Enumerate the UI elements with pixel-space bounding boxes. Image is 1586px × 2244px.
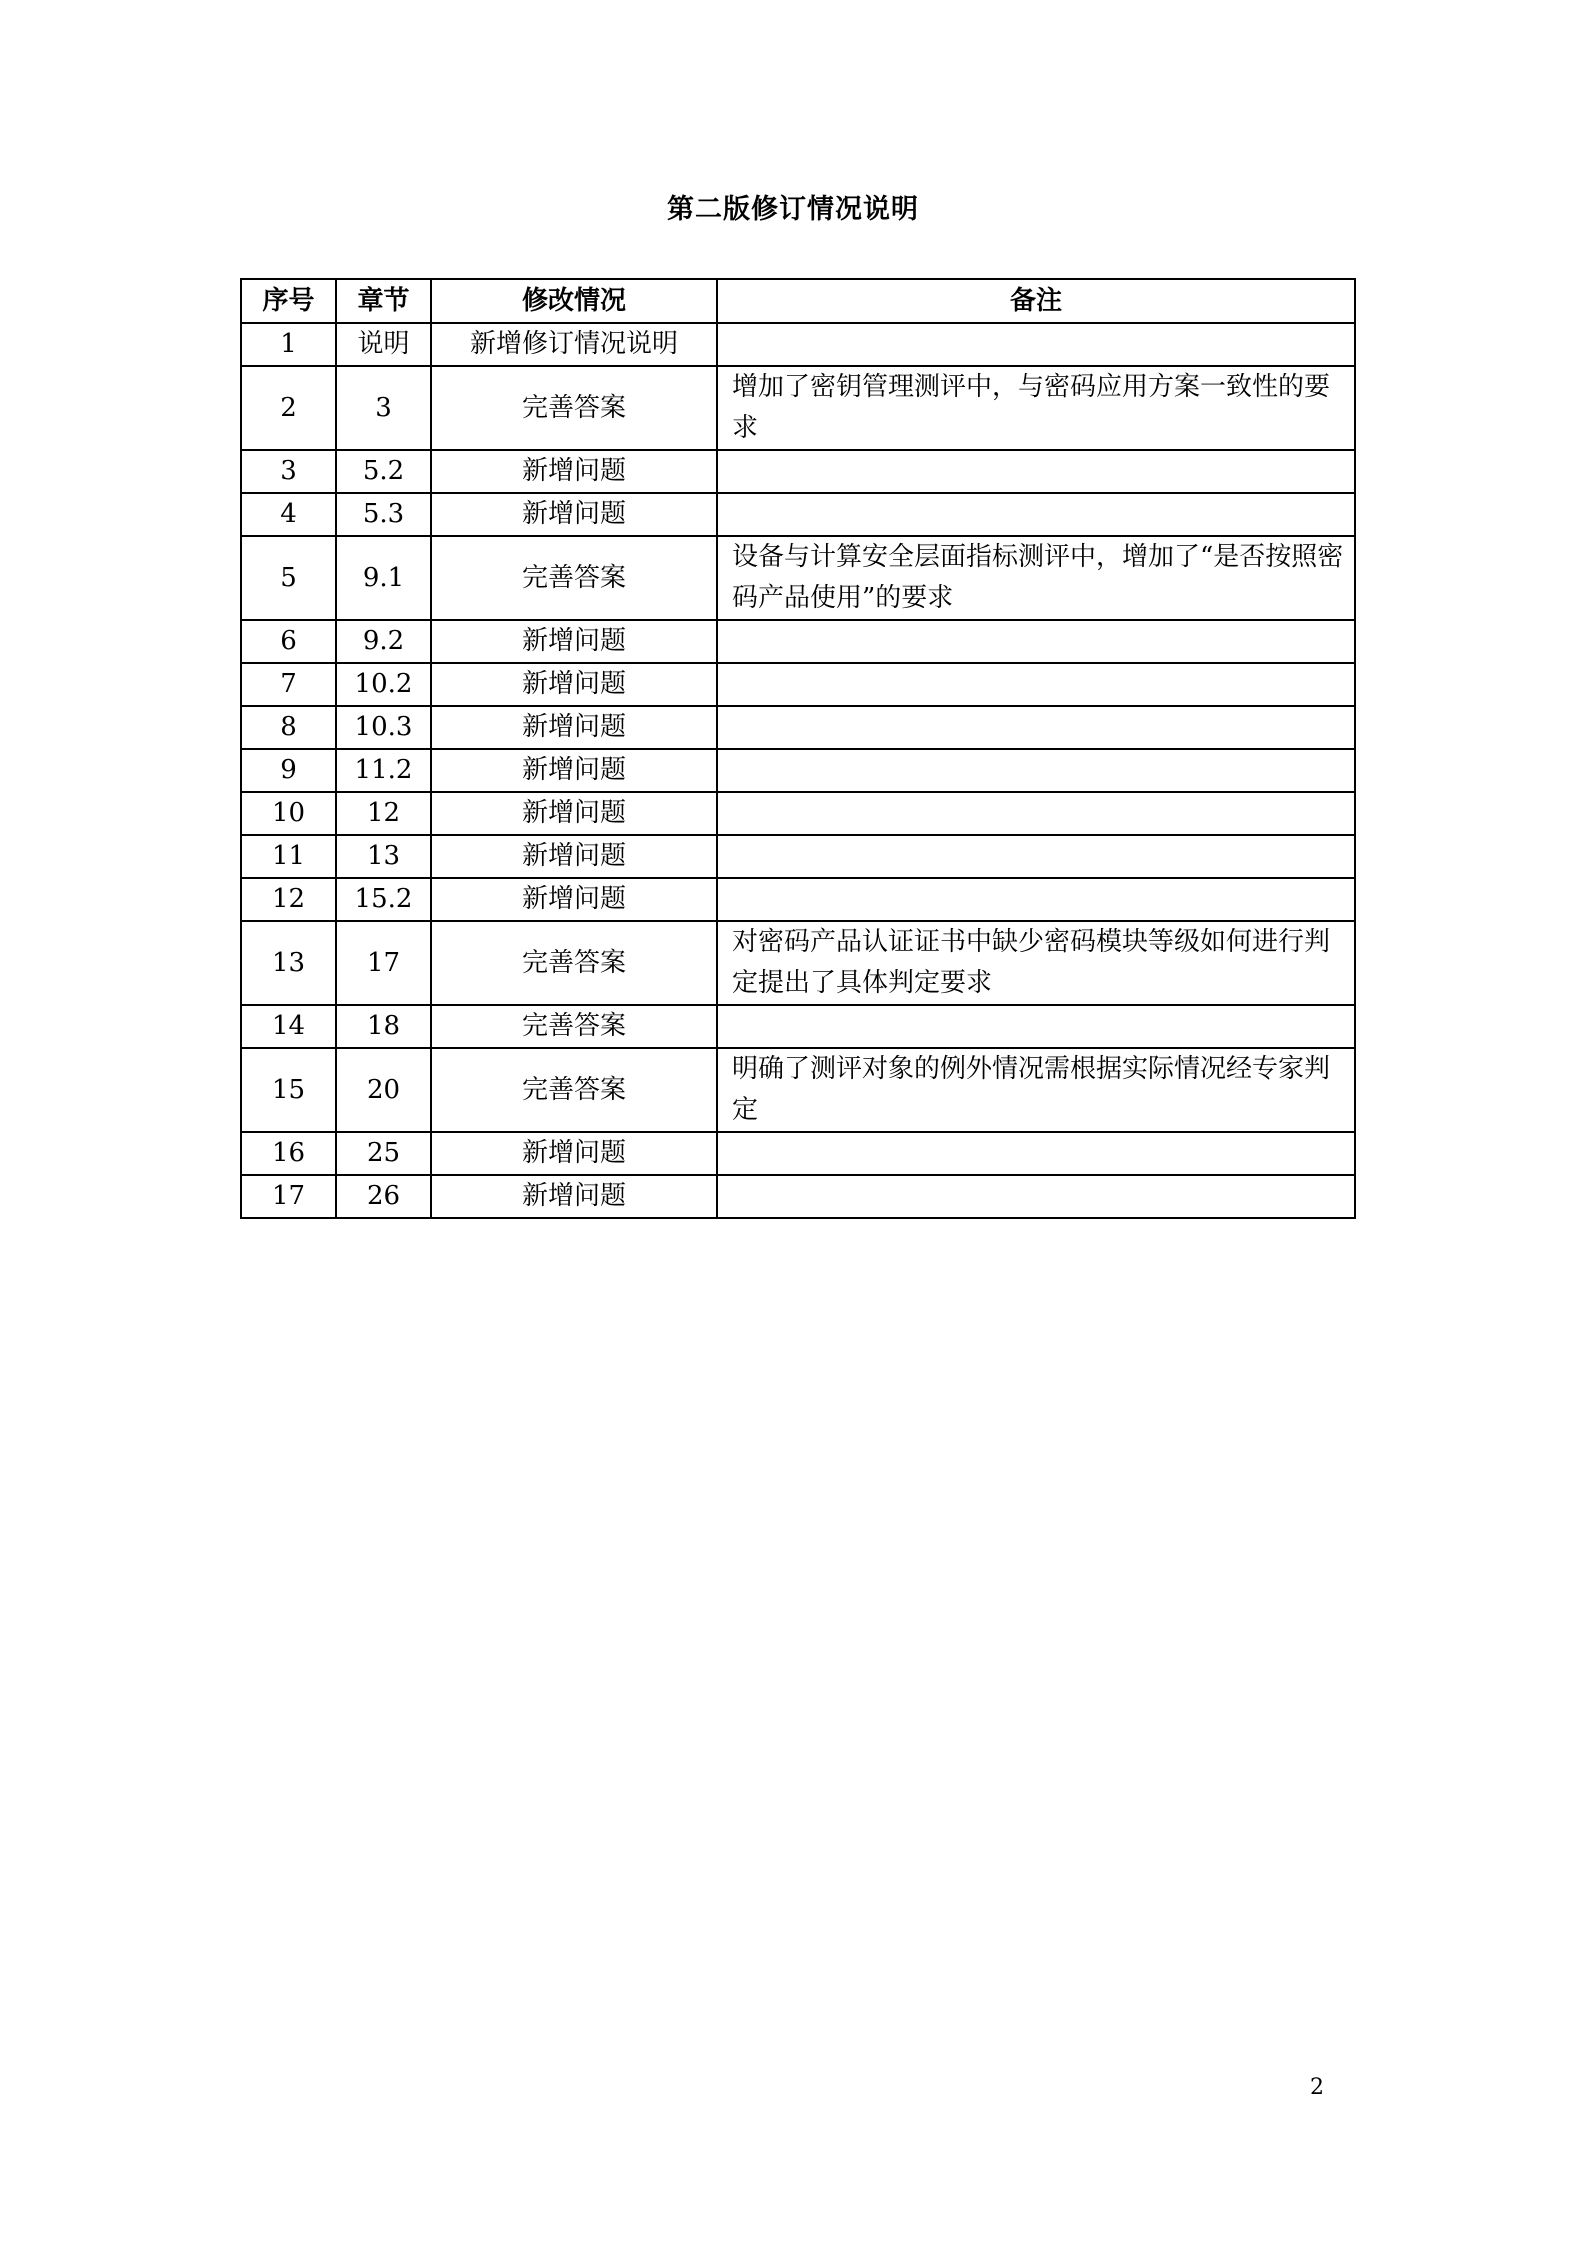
cell-chapter: 10.2 <box>336 663 431 706</box>
cell-note <box>717 706 1355 749</box>
table-row <box>241 620 1355 663</box>
cell-chapter: 13 <box>336 835 431 878</box>
table-header-row <box>241 279 1355 323</box>
cell-seq: 11 <box>241 835 336 878</box>
table-row <box>241 1175 1355 1218</box>
cell-chapter: 25 <box>336 1132 431 1175</box>
cell-chapter: 18 <box>336 1005 431 1048</box>
cell-seq: 1 <box>241 323 336 366</box>
cell-seq: 12 <box>241 878 336 921</box>
cell-change: 新增修订情况说明 <box>431 323 717 366</box>
cell-change: 新增问题 <box>431 749 717 792</box>
cell-chapter: 20 <box>336 1048 431 1132</box>
cell-seq: 8 <box>241 706 336 749</box>
cell-chapter: 26 <box>336 1175 431 1218</box>
cell-seq: 5 <box>241 536 336 620</box>
table-row <box>241 493 1355 536</box>
cell-note <box>717 663 1355 706</box>
table-row <box>241 921 1355 1005</box>
cell-note: 增加了密钥管理测评中，与密码应用方案一致性的要求 <box>717 366 1355 450</box>
cell-seq: 9 <box>241 749 336 792</box>
cell-note <box>717 749 1355 792</box>
table-row <box>241 1132 1355 1175</box>
table-row <box>241 663 1355 706</box>
cell-note <box>717 1005 1355 1048</box>
cell-change: 完善答案 <box>431 536 717 620</box>
cell-seq: 14 <box>241 1005 336 1048</box>
cell-change: 新增问题 <box>431 1132 717 1175</box>
cell-chapter: 17 <box>336 921 431 1005</box>
cell-change: 新增问题 <box>431 663 717 706</box>
cell-note: 对密码产品认证证书中缺少密码模块等级如何进行判定提出了具体判定要求 <box>717 921 1355 1005</box>
cell-note: 设备与计算安全层面指标测评中，增加了“是否按照密码产品使用”的要求 <box>717 536 1355 620</box>
header-seq: 序号 <box>241 279 336 323</box>
table-row <box>241 878 1355 921</box>
cell-note <box>717 323 1355 366</box>
cell-seq: 16 <box>241 1132 336 1175</box>
table-row <box>241 835 1355 878</box>
cell-note <box>717 450 1355 493</box>
table-row <box>241 706 1355 749</box>
cell-change: 新增问题 <box>431 1175 717 1218</box>
cell-change: 完善答案 <box>431 1048 717 1132</box>
table-row <box>241 450 1355 493</box>
cell-note <box>717 493 1355 536</box>
cell-seq: 7 <box>241 663 336 706</box>
cell-change: 新增问题 <box>431 620 717 663</box>
header-note: 备注 <box>717 279 1355 323</box>
cell-chapter: 说明 <box>336 323 431 366</box>
cell-seq: 13 <box>241 921 336 1005</box>
cell-note <box>717 1132 1355 1175</box>
table-row <box>241 1005 1355 1048</box>
cell-chapter: 9.1 <box>336 536 431 620</box>
cell-change: 新增问题 <box>431 792 717 835</box>
cell-chapter: 15.2 <box>336 878 431 921</box>
cell-change: 完善答案 <box>431 1005 717 1048</box>
cell-seq: 10 <box>241 792 336 835</box>
header-change: 修改情况 <box>431 279 717 323</box>
cell-note <box>717 835 1355 878</box>
cell-chapter: 5.2 <box>336 450 431 493</box>
cell-seq: 17 <box>241 1175 336 1218</box>
cell-chapter: 3 <box>336 366 431 450</box>
cell-chapter: 10.3 <box>336 706 431 749</box>
cell-seq: 4 <box>241 493 336 536</box>
header-chapter: 章节 <box>336 279 431 323</box>
cell-chapter: 9.2 <box>336 620 431 663</box>
cell-chapter: 11.2 <box>336 749 431 792</box>
cell-change: 新增问题 <box>431 878 717 921</box>
table-row <box>241 323 1355 366</box>
cell-note <box>717 878 1355 921</box>
cell-change: 新增问题 <box>431 450 717 493</box>
table-row <box>241 792 1355 835</box>
cell-change: 新增问题 <box>431 706 717 749</box>
table-row <box>241 749 1355 792</box>
cell-change: 完善答案 <box>431 366 717 450</box>
table-row <box>241 536 1355 620</box>
page-number: 2 <box>1310 2075 1324 2100</box>
cell-change: 完善答案 <box>431 921 717 1005</box>
cell-chapter: 5.3 <box>336 493 431 536</box>
cell-seq: 6 <box>241 620 336 663</box>
revision-table <box>240 278 1356 1219</box>
cell-seq: 15 <box>241 1048 336 1132</box>
cell-change: 新增问题 <box>431 835 717 878</box>
cell-seq: 3 <box>241 450 336 493</box>
table-row <box>241 1048 1355 1132</box>
cell-note <box>717 792 1355 835</box>
page-title: 第二版修订情况说明 <box>667 194 919 225</box>
cell-note: 明确了测评对象的例外情况需根据实际情况经专家判定 <box>717 1048 1355 1132</box>
cell-change: 新增问题 <box>431 493 717 536</box>
table-row <box>241 366 1355 450</box>
cell-chapter: 12 <box>336 792 431 835</box>
cell-note <box>717 1175 1355 1218</box>
cell-note <box>717 620 1355 663</box>
cell-seq: 2 <box>241 366 336 450</box>
